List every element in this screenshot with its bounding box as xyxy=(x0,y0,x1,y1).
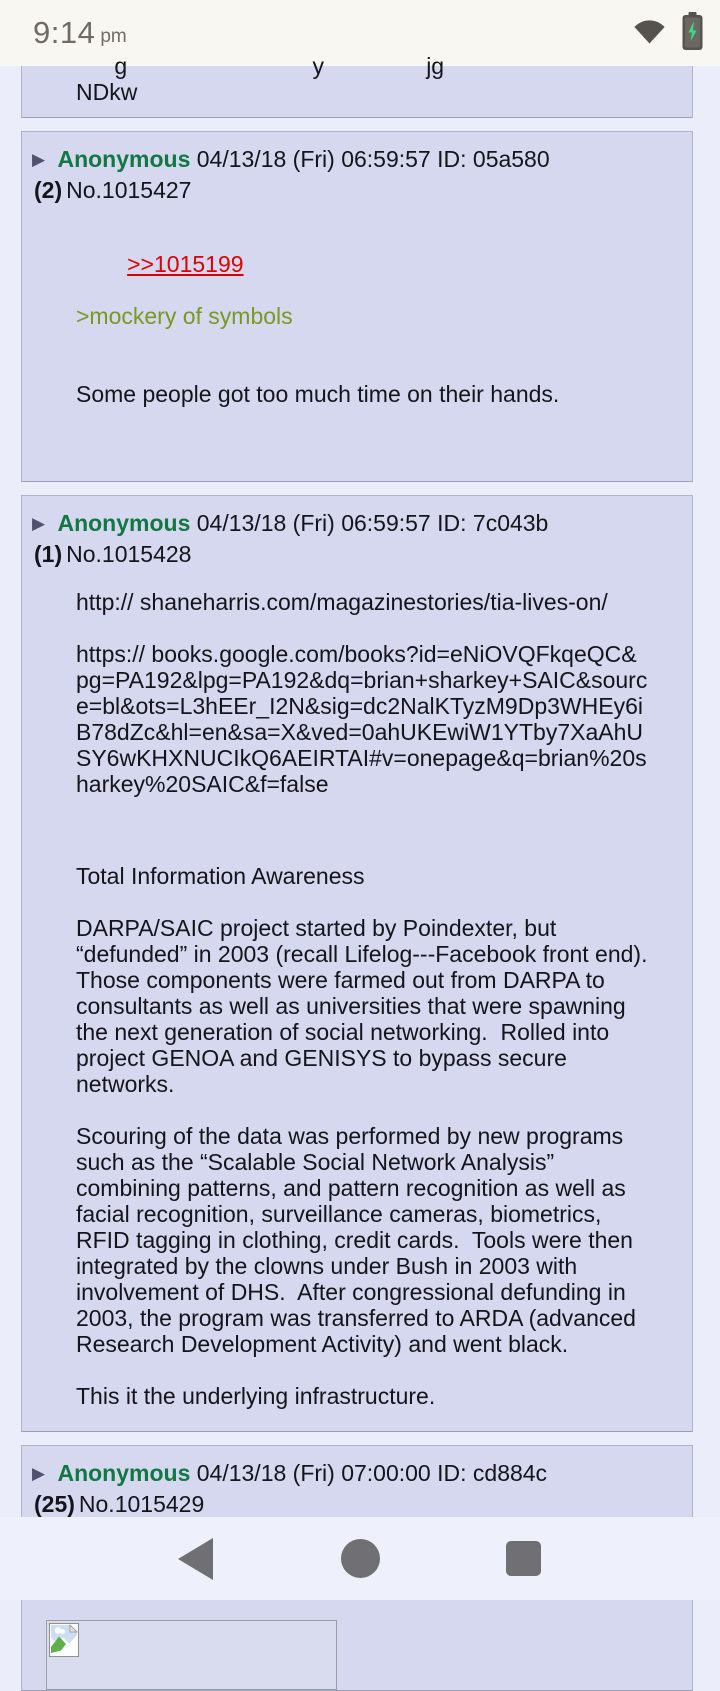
post-date-id: 04/13/18 (Fri) 06:59:57 ID: 7c043b xyxy=(196,510,549,536)
post-text: NDkw xyxy=(76,79,138,105)
image-thumbnail[interactable] xyxy=(46,1620,337,1690)
post-1015427 xyxy=(21,131,693,482)
back-icon xyxy=(178,1538,213,1580)
post-paragraph: DARPA/SAIC project started by Poindexter, but “defunded” in 2003 (recall Lifelog---Facebook front end). Those components were farmed out from DARPA to consultants as well as universities that were spawning the next generation of social networking. Rolled into project GENOA and GENISYS to bypass secure networks. xyxy=(76,915,660,1097)
post-header xyxy=(22,1446,692,1519)
post-paragraph-url: https:// books.google.com/books?id=eNiOVQFkqeQC&pg=PA192&lpg=PA192&dq=brian+sharkey+SAIC&source=bl&ots=L3hEEr_I2N&sig=dc2NalKTyzM9Dp3WHEy6iB78dZc&hl=en&sa=X&ved=0ahUKEwiW1YTby7XaAhUSY6wKHXNUCIkQ6AEIRTAI#v=onepage&q=brian%20sharkey%20SAIC&f=false xyxy=(76,641,648,797)
reply-count: (25) xyxy=(34,1491,75,1517)
recents-button[interactable] xyxy=(493,1517,553,1600)
post-paragraph-url: http:// shaneharris.com/magazinestories/tia-lives-on/ xyxy=(76,589,608,615)
wifi-full-icon xyxy=(632,16,667,50)
post-partial-top xyxy=(21,53,693,118)
post-body xyxy=(22,569,692,1431)
greentext-line: >mockery of symbols xyxy=(76,303,293,329)
status-icons xyxy=(632,11,704,56)
poster-name: Anonymous xyxy=(57,146,191,172)
post-header xyxy=(22,496,692,569)
reply-count: (1) xyxy=(34,541,63,567)
post-number-link[interactable]: No.1015429 xyxy=(78,1491,205,1517)
poster-name: Anonymous xyxy=(57,510,191,536)
post-number-link[interactable]: No.1015428 xyxy=(66,541,192,567)
reply-count: (2) xyxy=(34,177,63,203)
post-1015428 xyxy=(21,495,693,1432)
post-paragraph: This it the underlying infrastructure. xyxy=(76,1383,436,1409)
clock-time: 9:14 xyxy=(33,15,96,50)
poster-name: Anonymous xyxy=(57,1460,191,1486)
thread-content xyxy=(0,53,720,1517)
clock-meridiem: pm xyxy=(100,25,127,47)
home-button[interactable] xyxy=(330,1517,390,1600)
back-button[interactable] xyxy=(165,1517,225,1600)
post-collapse-arrow-icon[interactable]: ▶ xyxy=(32,1464,46,1483)
quote-backlink[interactable]: >>1015199 xyxy=(127,251,244,277)
recents-icon xyxy=(506,1541,541,1576)
post-body xyxy=(22,205,692,481)
post-paragraph: Scouring of the data was performed by new programs such as the “Scalable Social Network Analysis” combining patterns, and pattern recognition as well as facial recognition, surveillance cameras, biometrics, RFID tagging in clothing, credit cards. Tools were then integrated by the clowns under Bush in 2003 with involvement of DHS. After congressional defunding in 2003, the program was transferred to ARDA (advanced Research Development Activity) and went black. xyxy=(76,1123,643,1357)
post-date-id: 04/13/18 (Fri) 06:59:57 ID: 05a580 xyxy=(196,146,550,172)
clipped-text-line: g y jg xyxy=(76,53,445,79)
android-nav-bar xyxy=(0,1517,720,1600)
broken-image-icon xyxy=(49,1636,79,1662)
battery-charging-icon xyxy=(681,11,704,56)
post-collapse-arrow-icon[interactable]: ▶ xyxy=(32,150,46,169)
home-icon xyxy=(341,1539,380,1578)
post-collapse-arrow-icon[interactable]: ▶ xyxy=(32,514,46,533)
post-date-id: 04/13/18 (Fri) 07:00:00 ID: cd884c xyxy=(196,1460,548,1486)
post-header xyxy=(22,132,692,205)
post-number-link[interactable]: No.1015427 xyxy=(66,177,192,203)
post-text: Some people got too much time on their hands. xyxy=(76,381,560,407)
post-paragraph: Total Information Awareness xyxy=(76,863,365,889)
